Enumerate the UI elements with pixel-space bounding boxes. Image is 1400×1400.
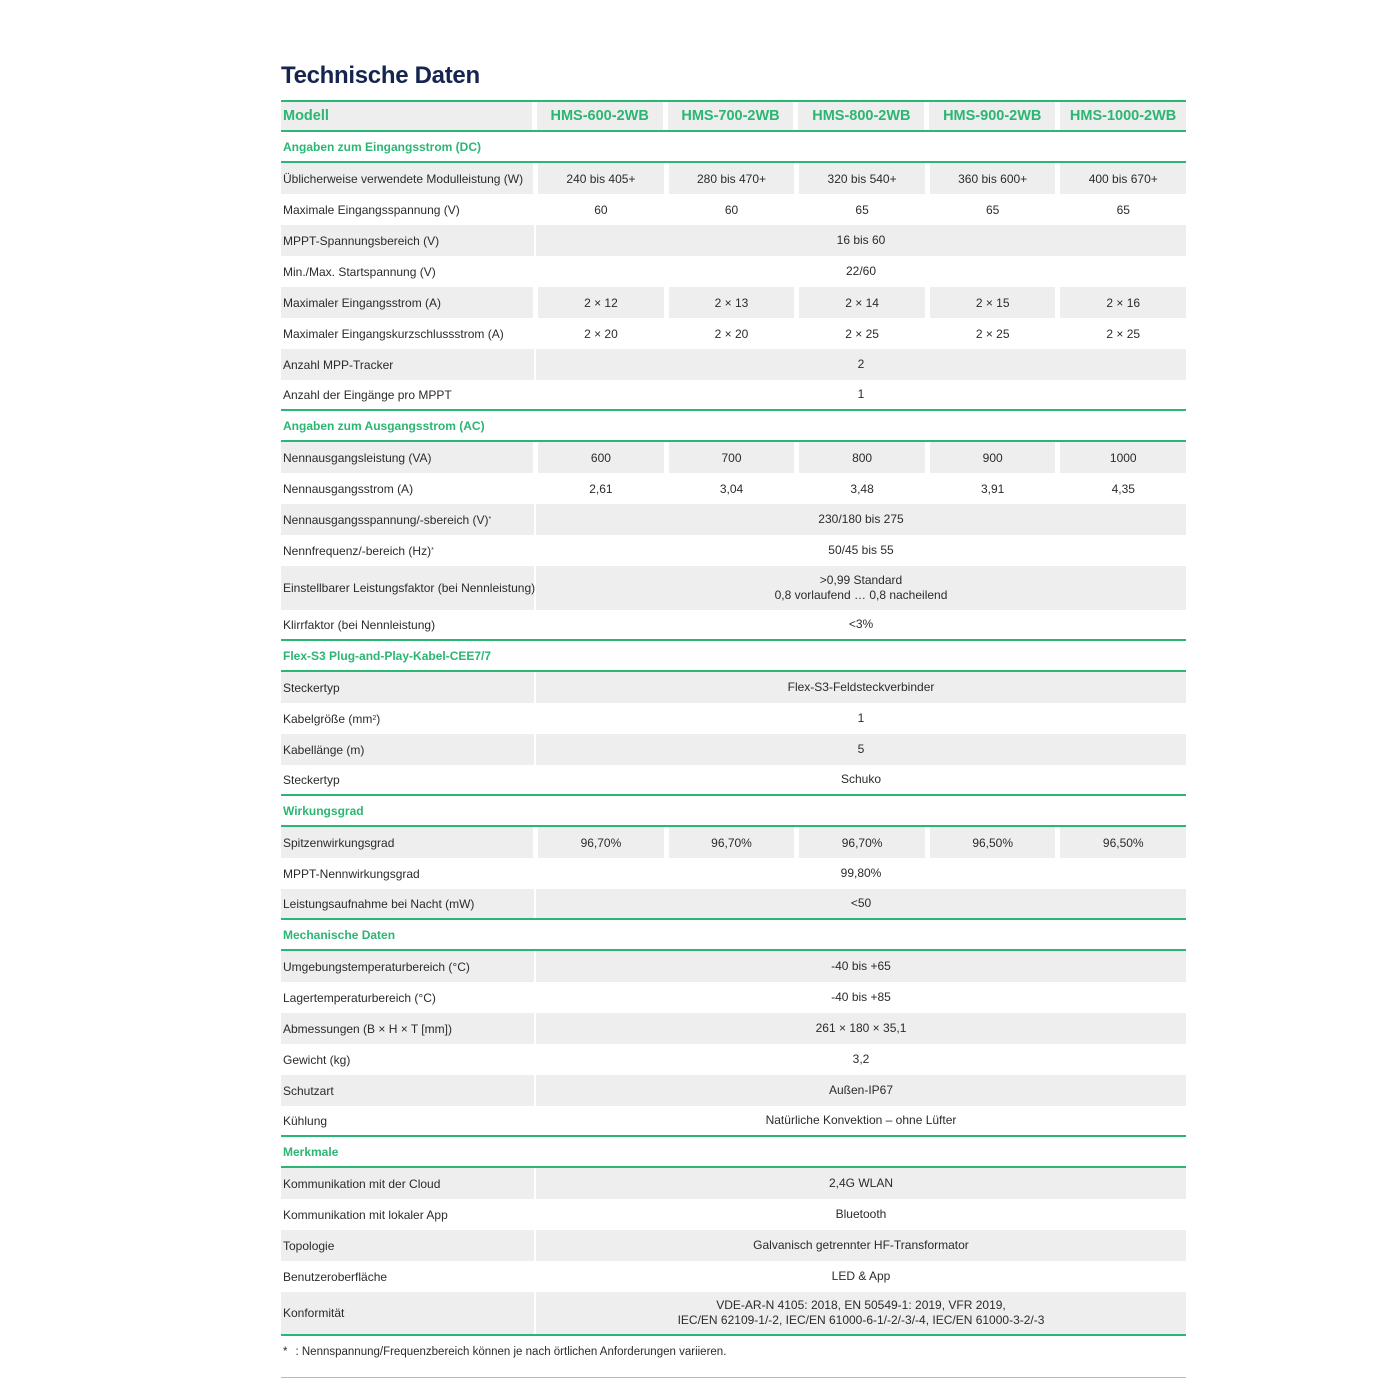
table-cell: 900 (930, 442, 1056, 473)
table-cell: 65 (985, 202, 1000, 217)
merged-cell (536, 1230, 1186, 1261)
section-heading: Angaben zum Eingangsstrom (DC) (281, 132, 1186, 163)
row-label (281, 163, 533, 194)
merged-cell-line: Galvanisch getrennter HF-Transformator (753, 1238, 969, 1252)
row-label-text: Steckertyp (283, 772, 340, 787)
merged-cell (536, 1261, 1186, 1292)
row-label (281, 982, 534, 1013)
row-label-text: Kommunikation mit lokaler App (283, 1207, 448, 1222)
table-row (281, 1044, 1186, 1075)
row-label-text: Leistungsaufnahme bei Nacht (mW) (283, 896, 475, 911)
table-cell: 2 × 13 (669, 287, 795, 318)
table-row (281, 256, 1186, 287)
table-cell: 280 bis 470+ (669, 163, 795, 194)
table-row (281, 473, 1186, 504)
row-label (281, 225, 534, 256)
row-label (281, 349, 534, 380)
row-label-text: Nennausgangsspannung/-sbereich (V) (283, 512, 489, 527)
table-row (281, 1106, 1186, 1137)
row-label-suffix: ) (376, 711, 381, 726)
table-row (281, 566, 1186, 610)
table-cell: 2 × 15 (930, 287, 1056, 318)
row-label (281, 535, 534, 566)
merged-cell (536, 672, 1186, 703)
table-row (281, 889, 1186, 920)
table-cell: 360 bis 600+ (930, 163, 1056, 194)
row-label-superscript: 2 (372, 715, 377, 722)
table-row (281, 951, 1186, 982)
row-label (281, 1292, 534, 1334)
merged-cell-line: 1 (857, 711, 865, 725)
table-cell: 2 × 16 (1060, 287, 1186, 318)
table-row (281, 163, 1186, 194)
section-heading: Mechanische Daten (281, 920, 1186, 951)
row-label-text: Anzahl MPP-Tracker (283, 357, 394, 372)
row-label (281, 566, 534, 610)
table-cell: 3,04 (719, 481, 744, 496)
table-row (281, 1013, 1186, 1044)
merged-cell-line: 230/180 bis 275 (818, 512, 904, 526)
row-label-text: Topologie (283, 1238, 335, 1253)
merged-cell (536, 734, 1186, 765)
merged-cell-line: LED & App (831, 1269, 891, 1283)
row-label-text: Kabelgröße (mm (283, 711, 373, 726)
row-label (281, 1013, 534, 1044)
merged-cell (536, 225, 1186, 256)
merged-cell-line: 99,80% (840, 866, 882, 880)
merged-cell (536, 1168, 1186, 1199)
row-label-text: Konformität (283, 1306, 345, 1320)
merged-cell-line: 22/60 (845, 264, 877, 278)
row-label (281, 672, 534, 703)
merged-cell-line: VDE-AR-N 4105: 2018, EN 50549-1: 2019, VFR 2019, (716, 1298, 1006, 1312)
table-cell: 4,35 (1111, 481, 1135, 496)
merged-cell-line: 2 (857, 357, 865, 371)
merged-cell (536, 380, 1186, 409)
row-label (281, 827, 533, 858)
row-label (281, 256, 534, 287)
merged-cell-line: 3,2 (852, 1052, 870, 1066)
merged-cell (536, 1013, 1186, 1044)
table-row (281, 535, 1186, 566)
table-cell: 96,70% (799, 827, 925, 858)
merged-cell-line: 50/45 bis 55 (828, 543, 894, 557)
merged-cell (536, 1199, 1186, 1230)
table-header (281, 100, 1186, 132)
row-label-text: Kühlung (283, 1113, 328, 1128)
table-cell: 600 (538, 442, 664, 473)
merged-cell-line: Natürliche Konvektion – ohne Lüfter (765, 1113, 957, 1127)
section-heading: Angaben zum Ausgangsstrom (AC) (281, 411, 1186, 442)
row-label (281, 1168, 534, 1199)
row-label (281, 889, 534, 918)
table-row (281, 827, 1186, 858)
row-label-text: Umgebungstemperaturbereich (°C) (283, 959, 470, 974)
merged-cell-line: <3% (848, 617, 874, 631)
table-row (281, 858, 1186, 889)
table-cell: 3,91 (980, 481, 1005, 496)
model-column-header: HMS-600-2WB (537, 102, 663, 130)
row-label (281, 734, 534, 765)
row-label-text: Benutzeroberfläche (283, 1269, 388, 1284)
table-cell: 60 (724, 202, 739, 217)
row-label (281, 442, 533, 473)
table-cell: 60 (594, 202, 608, 217)
row-label-text: Abmessungen (B × H × T [mm]) (283, 1021, 452, 1036)
row-label (281, 703, 534, 734)
merged-cell-line: -40 bis +65 (831, 959, 891, 973)
section-heading: Merkmale (281, 1137, 1186, 1168)
spec-table-body (281, 132, 1186, 1336)
table-cell: 2 × 20 (714, 326, 749, 341)
table-row (281, 765, 1186, 796)
row-label-text: Schutzart (283, 1083, 334, 1098)
row-label-text: MPPT-Spannungsbereich (V) (283, 233, 440, 248)
row-label (281, 951, 534, 982)
row-label (281, 504, 534, 535)
section-heading: Flex-S3 Plug-and-Play-Kabel-CEE7/7 (281, 641, 1186, 672)
table-cell: 400 bis 670+ (1060, 163, 1186, 194)
merged-cell (536, 349, 1186, 380)
model-column-header: HMS-1000-2WB (1060, 102, 1186, 130)
table-cell: 1000 (1060, 442, 1186, 473)
table-row (281, 225, 1186, 256)
table-cell: 96,70% (669, 827, 795, 858)
table-cell: 2 × 25 (845, 326, 879, 341)
row-label-text: Einstellbarer Leistungsfaktor (bei Nennleistung) (283, 581, 536, 595)
merged-cell (536, 504, 1186, 535)
merged-cell-line: <50 (850, 896, 872, 910)
merged-cell-line: Schuko (840, 772, 882, 786)
table-cell: 2 × 14 (799, 287, 925, 318)
row-label-text: Üblicherweise verwendete Modulleistung (W) (283, 171, 524, 186)
merged-cell (536, 703, 1186, 734)
table-row (281, 610, 1186, 641)
row-label-text: Maximaler Eingangsstrom (A) (283, 295, 442, 310)
table-cell: 2 × 25 (1106, 326, 1141, 341)
row-label (281, 318, 533, 349)
table-row (281, 349, 1186, 380)
table-cell: 240 bis 405+ (538, 163, 664, 194)
table-cell: 65 (855, 202, 869, 217)
row-label-text: Kommunikation mit der Cloud (283, 1176, 441, 1191)
row-label-text: Maximaler Eingangskurzschlussstrom (A) (283, 326, 504, 341)
table-row (281, 287, 1186, 318)
row-label (281, 610, 534, 639)
table-row (281, 672, 1186, 703)
row-label-superscript: * (488, 516, 492, 523)
merged-cell (536, 610, 1186, 639)
table-cell: 2 × 20 (584, 326, 618, 341)
row-label-text: Nennausgangsleistung (VA) (283, 450, 432, 465)
merged-cell-line: 5 (857, 742, 865, 756)
table-row (281, 1199, 1186, 1230)
footnote-text: : Nennspannung/Frequenzbereich können je nach örtlichen Anforderungen variieren. (295, 1346, 727, 1358)
row-label-text: Min./Max. Startspannung (V) (283, 264, 436, 279)
merged-cell-line: 16 bis 60 (836, 233, 886, 247)
row-label (281, 473, 533, 504)
row-label-text: Klirrfaktor (bei Nennleistung) (283, 617, 436, 632)
merged-cell-line: Flex-S3-Feldsteckverbinder (787, 680, 935, 694)
table-row (281, 504, 1186, 535)
row-label-text: Nennfrequenz/-bereich (Hz) (283, 543, 432, 558)
table-row (281, 982, 1186, 1013)
table-cell: 800 (799, 442, 925, 473)
footnote-marker: * (283, 1346, 288, 1358)
merged-cell (536, 535, 1186, 566)
row-label (281, 380, 534, 409)
merged-cell (536, 566, 1186, 610)
table-cell: 2 × 12 (538, 287, 664, 318)
row-label (281, 1106, 534, 1135)
merged-cell (536, 1075, 1186, 1106)
table-row (281, 318, 1186, 349)
merged-cell (536, 889, 1186, 918)
merged-cell-line: 1 (857, 387, 865, 401)
merged-cell (536, 256, 1186, 287)
table-row (281, 1292, 1186, 1336)
merged-cell-line: 261 × 180 × 35,1 (815, 1021, 907, 1035)
model-column-header: HMS-700-2WB (668, 102, 794, 130)
model-column-header: HMS-800-2WB (798, 102, 924, 130)
row-label-text: MPPT-Nennwirkungsgrad (283, 866, 420, 881)
table-row (281, 442, 1186, 473)
row-label (281, 1075, 534, 1106)
merged-cell-line: 2,4G WLAN (828, 1176, 894, 1190)
row-label (281, 287, 533, 318)
row-label (281, 1199, 534, 1230)
table-row (281, 734, 1186, 765)
model-column-header: HMS-900-2WB (929, 102, 1055, 130)
section-heading: Wirkungsgrad (281, 796, 1186, 827)
row-label-text: Lagertemperaturbereich (°C) (283, 990, 436, 1005)
merged-cell (536, 1292, 1186, 1334)
table-cell: 2 × 25 (975, 326, 1010, 341)
table-cell: 96,50% (930, 827, 1056, 858)
merged-cell-line: >0,99 Standard (819, 573, 903, 587)
row-label-text: Maximale Eingangsspannung (V) (283, 202, 460, 217)
merged-cell (536, 951, 1186, 982)
table-row (281, 194, 1186, 225)
row-label (281, 1261, 534, 1292)
table-row (281, 1261, 1186, 1292)
merged-cell-line: -40 bis +85 (831, 990, 891, 1004)
merged-cell (536, 982, 1186, 1013)
row-label-text: Nennausgangsstrom (A) (283, 481, 414, 496)
spec-sheet (281, 60, 1186, 1378)
merged-cell (536, 1044, 1186, 1075)
row-label-superscript: * (431, 547, 434, 554)
merged-cell (536, 1106, 1186, 1135)
table-cell: 96,70% (538, 827, 664, 858)
merged-cell (536, 765, 1186, 794)
merged-cell (536, 858, 1186, 889)
footnote (281, 1342, 1186, 1378)
table-row (281, 703, 1186, 734)
row-label-text: Anzahl der Eingänge pro MPPT (283, 387, 452, 402)
row-label (281, 1230, 534, 1261)
merged-cell-line: Bluetooth (835, 1207, 887, 1221)
table-row (281, 1075, 1186, 1106)
row-label (281, 765, 534, 794)
merged-cell-line: IEC/EN 62109-1/-2, IEC/EN 61000-6-1/-2/-3/-4, IEC/EN 61000-3-2/-3 (677, 1313, 1045, 1327)
row-label (281, 1044, 534, 1075)
table-row (281, 1168, 1186, 1199)
merged-cell-line: 0,8 vorlaufend … 0,8 nacheilend (774, 588, 948, 602)
table-cell: 3,48 (850, 481, 874, 496)
row-label-text: Spitzenwirkungsgrad (283, 835, 395, 850)
row-label-text: Steckertyp (283, 680, 340, 695)
row-label (281, 194, 533, 225)
table-cell: 700 (669, 442, 795, 473)
row-label-text: Kabellänge (m) (283, 742, 365, 757)
row-label-text: Gewicht (kg) (283, 1052, 351, 1067)
page-title: Technische Daten (281, 62, 480, 89)
table-row (281, 1230, 1186, 1261)
table-cell: 65 (1116, 202, 1130, 217)
table-row (281, 380, 1186, 411)
table-cell: 96,50% (1060, 827, 1186, 858)
table-cell: 320 bis 540+ (799, 163, 925, 194)
merged-cell-line: Außen-IP67 (828, 1083, 894, 1097)
row-label (281, 858, 534, 889)
table-cell: 2,61 (589, 481, 613, 496)
header-label: Modell (281, 102, 532, 130)
